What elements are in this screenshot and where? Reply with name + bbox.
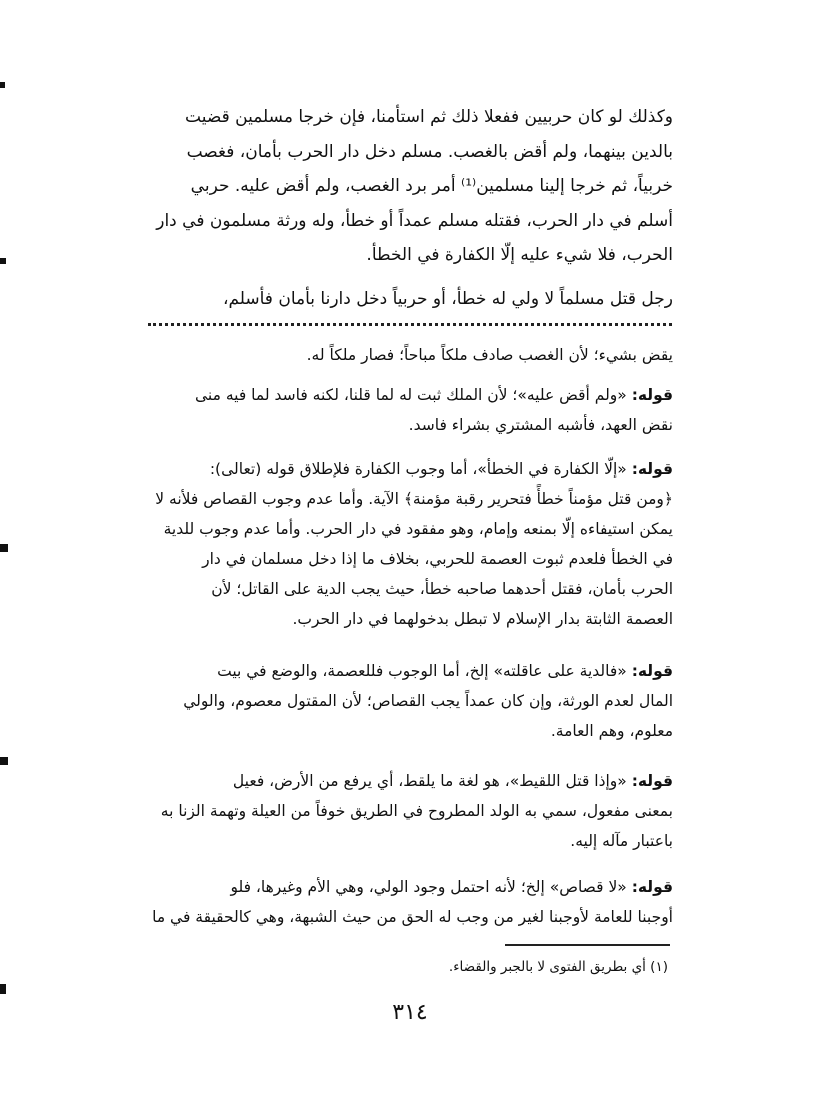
text-line: قوله: «وإذا قتل اللقيط»، هو لغة ما يلقط، أي يرفع من الأرض، فعيل: [232, 772, 673, 790]
text-line: باعتبار مآله إليه.: [570, 832, 673, 850]
text-line: قوله: «إلّا الكفارة في الخطأ»، أما وجوب الكفارة فلإطلاق قوله (تعالى):: [209, 460, 673, 478]
text-line: خربياً، ثم خرجا إلينا مسلمين⁽¹⁾ أمر برد الغصب، ولم أقض عليه. حربي: [190, 176, 673, 196]
page-number: ٣١٤: [392, 1000, 428, 1025]
commentary-intro: [148, 340, 673, 370]
scan-mark-3: [0, 544, 8, 552]
footnote: (١) أي بطريق الفتوى لا بالجبر والقضاء.: [448, 959, 668, 975]
text-line: معلوم، وهم العامة.: [550, 722, 673, 740]
commentary-section-4: [148, 766, 673, 856]
commentary-lead-word: قوله:: [631, 662, 673, 680]
commentary-section-5: [148, 872, 673, 932]
scan-mark-4: [0, 757, 8, 765]
commentary-lead-word: قوله:: [631, 460, 673, 478]
text-line: في الخطأ فلعدم ثبوت العصمة للحربي، بخلاف ما إذا دخل مسلمان في دار: [202, 550, 673, 568]
dotted-separator: [148, 323, 672, 330]
text-line: الحرب بأمان، فقتل أحدهما صاحبه خطأ، حيث يجب الدية على القاتل؛ لأن: [211, 580, 673, 598]
commentary-lead-word: قوله:: [631, 772, 673, 790]
commentary-lead-word: قوله:: [631, 386, 673, 404]
text-line: رجل قتل مسلماً لا ولي له خطأ، أو حربياً دخل دارنا بأمان فأسلم،: [222, 289, 673, 309]
text-line: ﴿ومن قتل مؤمناً خطأً فتحرير رقبة مؤمنة﴾ الآية. وأما عدم وجوب القصاص فلأنه لا: [155, 490, 673, 508]
text-line: نقض العهد، فأشبه المشتري بشراء فاسد.: [408, 416, 673, 434]
scan-mark-2: [0, 258, 6, 264]
text-line: وكذلك لو كان حربيين ففعلا ذلك ثم استأمنا، فإن خرجا مسلمين قضيت: [185, 107, 673, 127]
text-line: بمعنى مفعول، سمي به الولد المطروح في الطريق خوفاً من العيلة وتهمة الزنا به: [160, 802, 673, 820]
main-text-paragraph-1: [148, 100, 673, 273]
commentary-section-3: [148, 656, 673, 746]
commentary-lead-word: قوله:: [631, 878, 673, 896]
text-line: المال لعدم الورثة، وإن كان عمداً يجب القصاص؛ لأن المقتول معصوم، والولي: [183, 692, 673, 710]
text-line: أوجبنا للعامة لأوجبنا لغير من وجب له الحق من حيث الشبهة، وهي كالحقيقة في ما: [152, 908, 673, 926]
scan-mark-1: [0, 82, 5, 88]
text-line: قوله: «ولم أقض عليه»؛ لأن الملك ثبت له لما قلنا، لكنه فاسد لما فيه منى: [195, 386, 673, 404]
main-text-paragraph-2: [148, 282, 673, 317]
text-line: بالدين بينهما، ولم أقض بالغصب. مسلم دخل دار الحرب بأمان، فغصب: [186, 141, 673, 162]
commentary-section-1: [148, 380, 673, 440]
text-line: يقض بشيء؛ لأن الغصب صادف ملكاً مباحاً؛ فصار ملكاً له.: [306, 346, 673, 364]
text-line: قوله: «فالدية على عاقلته» إلخ، أما الوجوب فللعصمة، والوضع في بيت: [217, 662, 673, 680]
commentary-section-2: [148, 454, 673, 634]
text-line: الحرب، فلا شيء عليه إلّا الكفارة في الخطأ.: [366, 245, 673, 265]
text-line: العصمة الثابتة بدار الإسلام لا تبطل بدخولهما في دار الحرب.: [292, 610, 673, 628]
scan-mark-5: [0, 984, 6, 994]
footnote-rule: [505, 944, 670, 946]
text-line: قوله: «لا قصاص» إلخ؛ لأنه احتمل وجود الولي، وهي الأم وغيرها، فلو: [230, 878, 673, 896]
text-line: أسلم في دار الحرب، فقتله مسلم عمداً أو خطأ، وله ورثة مسلمون في دار: [156, 210, 673, 231]
text-line: يمكن استيفاءه إلّا بمنعه وإمام، وهو مفقود في دار الحرب. وأما عدم وجوب للدية: [163, 520, 673, 538]
